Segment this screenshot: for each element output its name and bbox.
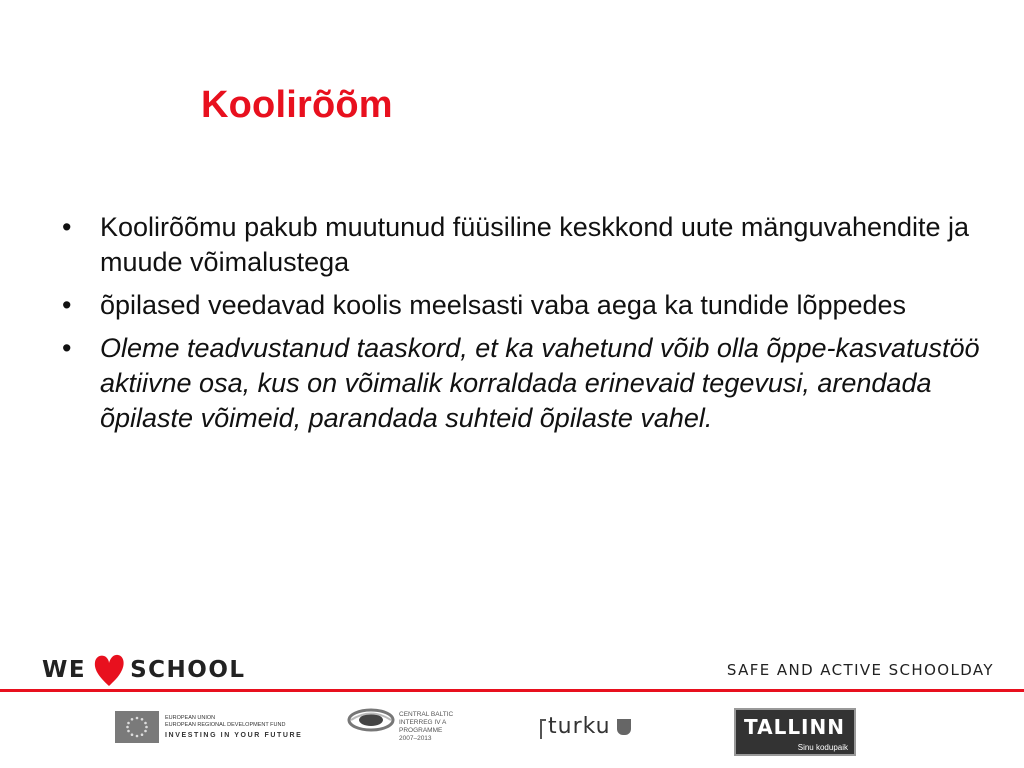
central-baltic-text bbox=[399, 711, 453, 743]
heart-icon bbox=[92, 652, 126, 688]
bullet-text: Oleme teadvustanud taaskord, et ka vahetund võib olla õppe-kasvatustöö aktiivne osa, kus on võimalik korraldada erinevaid tegevusi, arendada õpilaste võimeid, parandada suhteid õpilaste vahel. bbox=[100, 333, 980, 433]
bullet-dot: • bbox=[62, 290, 72, 320]
bullet-dot: • bbox=[62, 333, 72, 363]
bullet-list bbox=[62, 210, 1002, 444]
tallinn-logo bbox=[734, 708, 856, 756]
tallinn-wordmark: TALLINN bbox=[744, 715, 845, 739]
central-baltic-emblem-icon bbox=[347, 707, 395, 733]
slide-title: Koolirõõm bbox=[201, 84, 393, 126]
brand-school: SCHOOL bbox=[130, 657, 246, 683]
eu-line2: EUROPEAN REGIONAL DEVELOPMENT FUND bbox=[165, 722, 286, 728]
we-love-school-logo bbox=[42, 652, 246, 688]
turku-logo bbox=[540, 714, 631, 739]
bullet-dot: • bbox=[62, 212, 72, 242]
eu-line3: INVESTING IN YOUR FUTURE bbox=[165, 732, 303, 739]
eu-text bbox=[165, 715, 302, 739]
bullet-text: õpilased veedavad koolis meelsasti vaba aega ka tundide lõppedes bbox=[100, 290, 907, 320]
cb-line2: INTERREG IV A bbox=[399, 719, 447, 726]
cb-line1: CENTRAL BALTIC bbox=[399, 711, 454, 718]
bullet-item bbox=[62, 210, 1002, 280]
bullet-item bbox=[62, 331, 1002, 436]
eu-logo bbox=[115, 711, 302, 743]
tagline: SAFE AND ACTIVE SCHOOLDAY bbox=[726, 661, 994, 679]
eu-line1: EUROPEAN UNION bbox=[165, 715, 216, 721]
turku-crest-icon bbox=[617, 719, 631, 735]
tallinn-slogan: Sinu kodupaik bbox=[797, 743, 848, 752]
eu-flag-icon bbox=[115, 711, 159, 743]
bullet-text: Koolirõõmu pakub muutunud füüsiline keskkond uute mänguvahendite ja muude võimalustega bbox=[100, 212, 970, 277]
turku-wordmark: turku bbox=[548, 714, 611, 739]
turku-bracket-icon bbox=[540, 719, 546, 739]
cb-line3: PROGRAMME bbox=[399, 727, 443, 734]
partner-logos bbox=[0, 700, 1024, 760]
bullet-item bbox=[62, 288, 1002, 323]
brand-we: WE bbox=[42, 657, 87, 683]
cb-line4: 2007–2013 bbox=[399, 735, 432, 742]
eu-stars-icon bbox=[123, 715, 151, 739]
central-baltic-logo bbox=[347, 707, 453, 743]
footer-divider bbox=[0, 689, 1024, 692]
